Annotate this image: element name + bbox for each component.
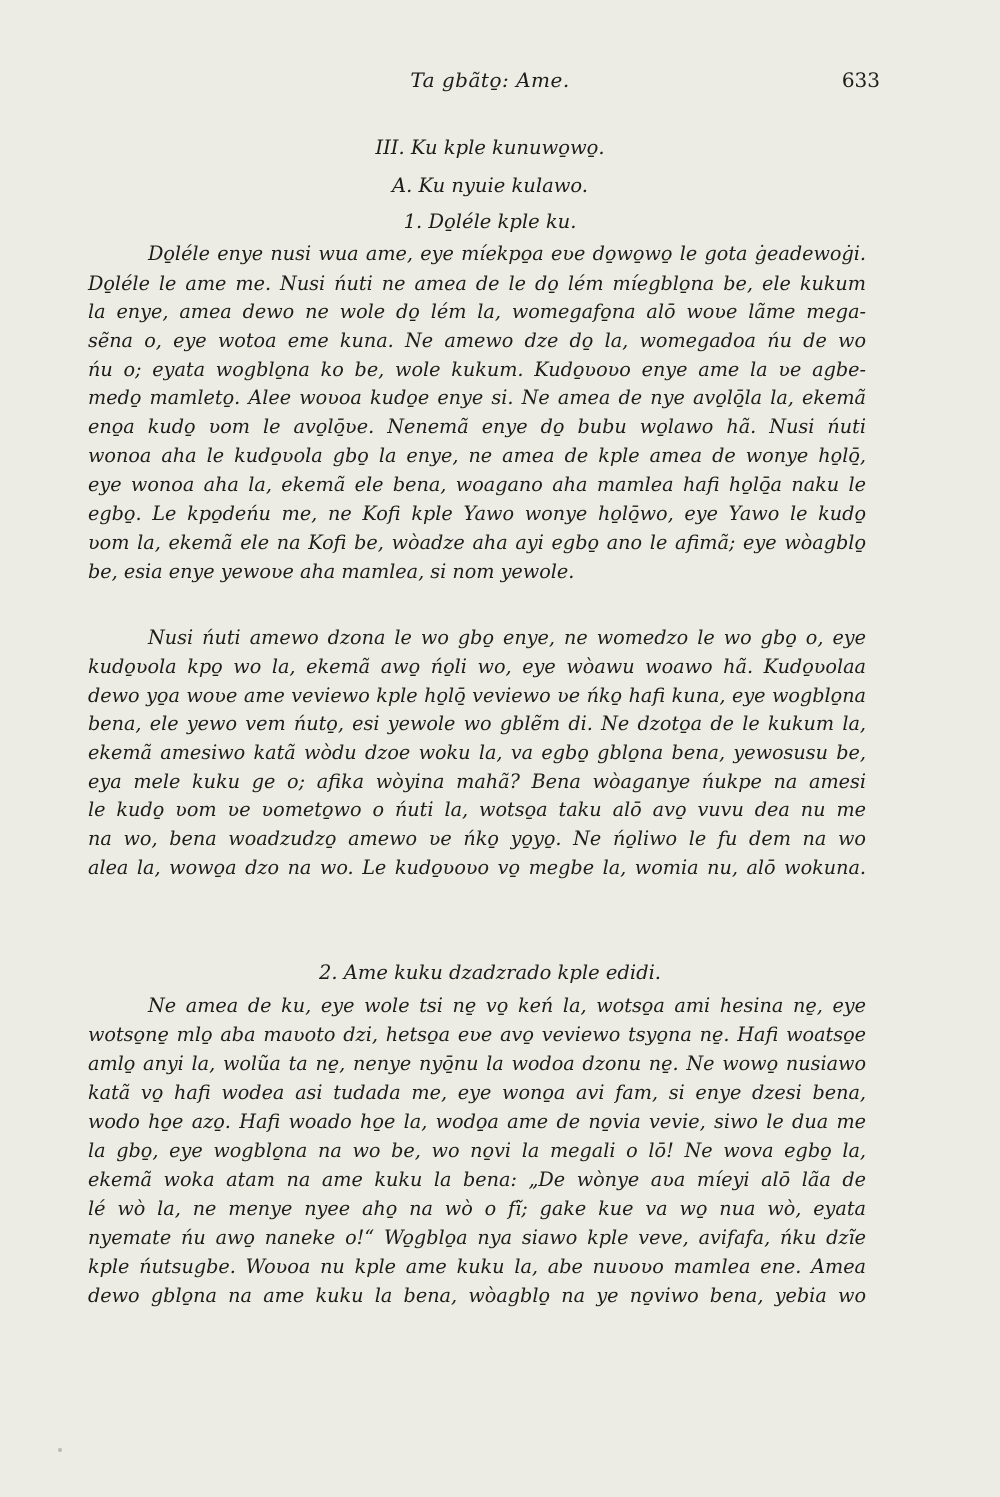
text-line: dewo gblo̱na na ame kuku la bena, wòagblo̱ na ye no̱viwo bena, yebia wo	[88, 1284, 866, 1307]
subsection-heading-a: A. Ku nyuie kulawo.	[391, 174, 588, 197]
text-line: kple ńutsugbe. Woʋoa nu kple ame kuku la, abe nuʋoʋo mamlea ene. Amea	[88, 1255, 866, 1278]
text-line: ekemã woka atam na ame kuku la bena: „De wònye aʋa míeyi alō lãa de	[88, 1168, 866, 1191]
text-line: nyemate ńu awo̱ naneke o!“ Wo̱gblo̱a nya siawo kple veve, avifafa, ńku dzĩe	[88, 1226, 866, 1249]
text-line: ekemã amesiwo katã wòdu dzoe woku la, va egbo̱ gblo̱na bena, yewosusu be,	[88, 741, 866, 764]
text-line: eya mele kuku ge o; afika wòyina mahã? Bena wòaganye ńukpe na amesi	[88, 770, 866, 793]
text-line: wonoa aha le kudo̱ʋola gbo̱ la enye, ne amea de kple amea de wonye ho̱lō̱,	[88, 444, 866, 467]
text-line: la enye, amea dewo ne wole do̱ lém la, womegafo̱na alō woʋe lãme mega-	[88, 300, 866, 323]
text-line: ńu o; eyata wogblo̱na ko be, wole kukum. Kudo̱ʋoʋo enye ame la ʋe agbe-	[88, 358, 866, 381]
running-title: Ta gbãto̱: Ame.	[410, 68, 570, 92]
text-line: alea la, wowo̱a dzo na wo. Le kudo̱ʋoʋo vo̱ megbe la, womia nu, alō wokuna.	[88, 856, 866, 879]
text-line: eno̱a kudo̱ ʋom le avo̱lō̱ʋe. Nenemã enye do̱ bubu wo̱lawo hã. Nusi ńuti	[88, 415, 866, 438]
text-line: lé wò la, ne menye nyee aho̱ na wò o fĩ; gake kue va wo̱ nua wò, eyata	[88, 1197, 866, 1220]
text-line: eye wonoa aha la, ekemã ele bena, woagano aha mamlea hafi ho̱lō̱a naku le	[88, 473, 866, 496]
text-line: katã vo̱ hafi wodea asi tudada me, eye wono̱a avi fam, si enye dzesi bena,	[88, 1081, 866, 1104]
scan-speck	[58, 1448, 62, 1452]
text-line: amlo̱ anyi la, wolũa ta ne̱, nenye nyō̱nu la wodoa dzonu ne̱. Ne wowo̱ nusiawo	[88, 1052, 866, 1075]
subsection-heading-2: 2. Ame kuku dzadzrado kple edidi.	[318, 961, 662, 984]
text-line: kudo̱ʋola kpo̱ wo la, ekemã awo̱ ńo̱li wo, eye wòawu woawo hã. Kudo̱ʋolaa	[88, 655, 866, 678]
text-line: le kudo̱ ʋom ʋe ʋometo̱wo o ńuti la, wotso̱a taku alō avo̱ vuvu dea nu me	[88, 798, 866, 821]
text-line: wotso̱ne̱ mlo̱ aba maʋoto dzi, hetso̱a eʋe avo̱ veviewo tsyo̱na ne̱. Hafi woatso̱e	[88, 1023, 866, 1046]
text-line: Ne amea de ku, eye wole tsi ne̱ vo̱ keń la, wotso̱a ami hesina ne̱, eye	[148, 994, 866, 1017]
text-line: na wo, bena woadzudzo̱ amewo ʋe ńko̱ yo̱yo̱. Ne ńo̱liwo le fu dem na wo	[88, 827, 866, 850]
text-line: Nusi ńuti amewo dzona le wo gbo̱ enye, ne womedzo le wo gbo̱ o, eye	[148, 626, 866, 649]
text-line: egbo̱. Le kpo̱deńu me, ne Kofi kple Yawo wonye ho̱lō̱wo, eye Yawo le kudo̱	[88, 502, 866, 525]
text-line: la gbo̱, eye wogblo̱na na wo be, wo no̱vi la megali o lō! Ne wova egbo̱ la,	[88, 1139, 866, 1162]
text-line: sẽna o, eye wotoa eme kuna. Ne amewo dze do̱ la, womegadoa ńu de wo	[88, 329, 866, 352]
text-line: ʋom la, ekemã ele na Kofi be, wòadze aha ayi egbo̱ ano le afimã; eye wòagblo̱	[88, 531, 866, 554]
section-heading-iii: III. Ku kple kunuwo̱wo̱.	[375, 136, 605, 159]
text-line: Do̱léle le ame me. Nusi ńuti ne amea de le do̱ lém míegblo̱na be, ele kukum	[88, 272, 866, 295]
text-line: dewo yo̱a woʋe ame veviewo kple ho̱lō̱ veviewo ʋe ńko̱ hafi kuna, eye wogblo̱na	[88, 684, 866, 707]
text-line: be, esia enye yewoʋe aha mamlea, si nom yewole.	[88, 560, 575, 583]
text-line: medo̱ mamleto̱. Alee woʋoa kudo̱e enye si. Ne amea de nye avo̱lō̱la la, ekemã	[88, 386, 866, 409]
page-number: 633	[841, 68, 880, 92]
page-header	[90, 68, 890, 98]
text-line: Do̱léle enye nusi wua ame, eye míekpo̱a eʋe do̱wo̱wo̱ le gota ġeadewoġi.	[148, 242, 866, 265]
text-line: bena, ele yewo vem ńuto̱, esi yewole wo gblẽm di. Ne dzoto̱a de le kukum la,	[88, 712, 866, 735]
subsection-heading-1: 1. Do̱léle kple ku.	[403, 210, 577, 233]
text-line: wodo ho̱e azo̱. Hafi woado ho̱e la, wodo̱a ame de no̱via vevie, siwo le dua me	[88, 1110, 866, 1133]
